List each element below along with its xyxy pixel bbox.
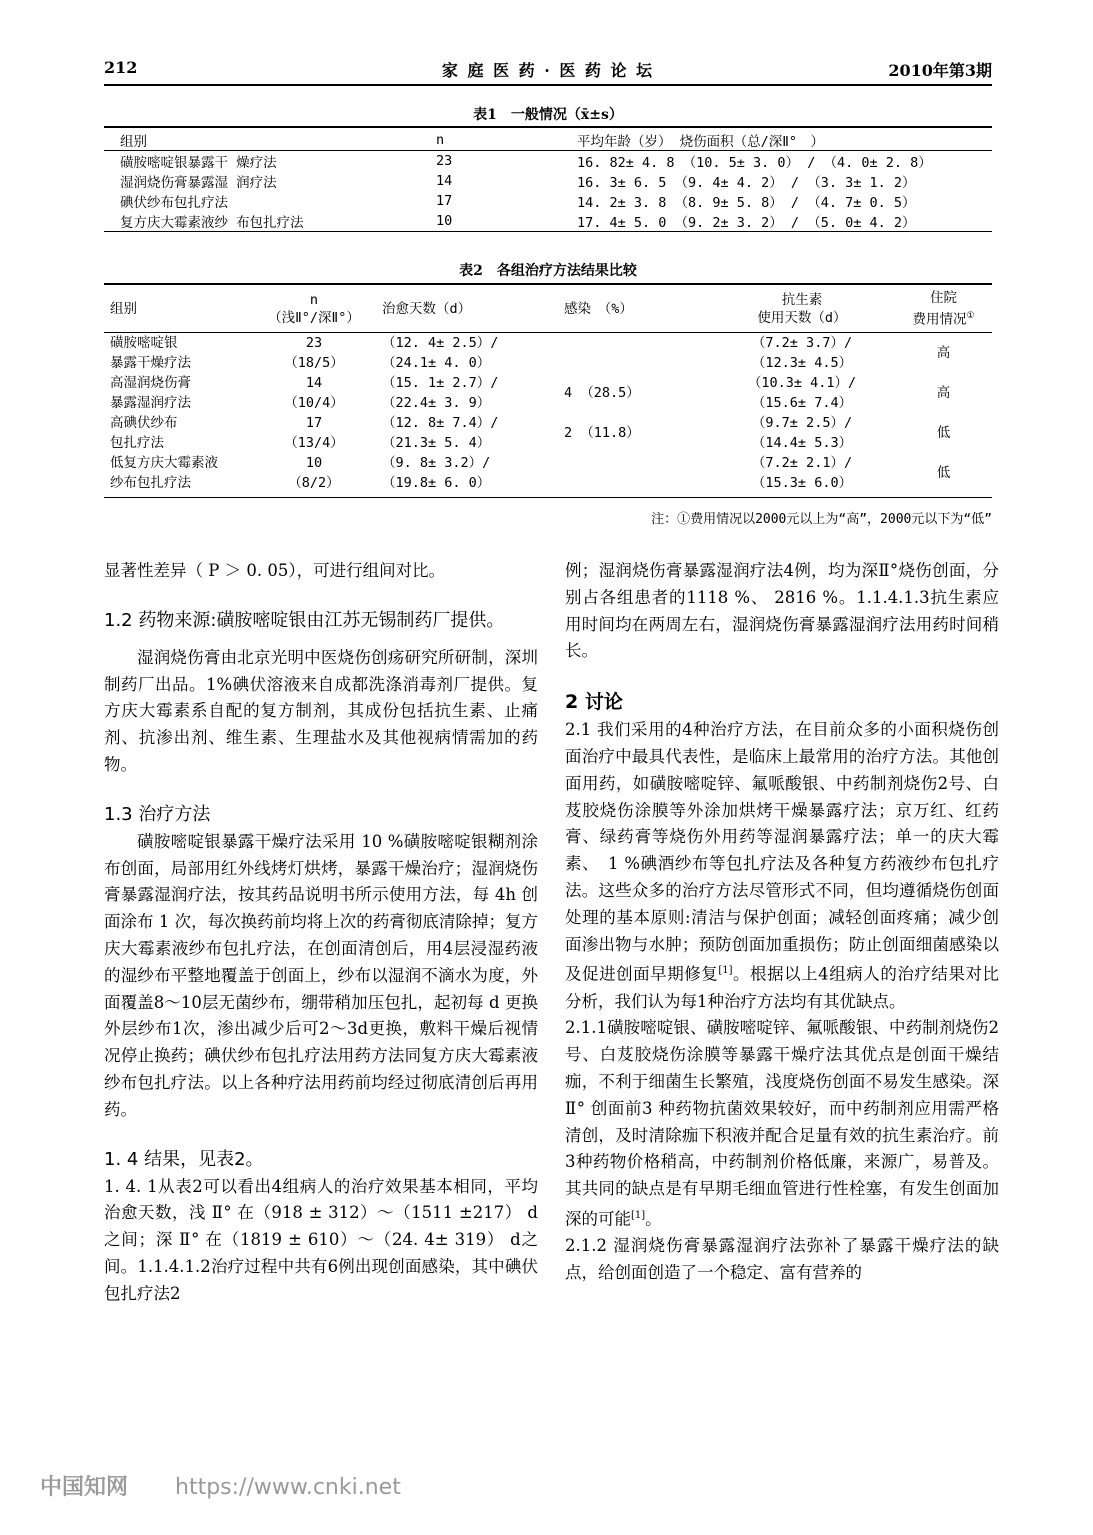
paragraph: 显著性差异（ P ＞ 0. 05），可进行组间对比。 (104, 561, 446, 580)
table2-cell: 磺胺嘧啶银 (110, 335, 178, 351)
table1-caption: 表1 一般情况（x̄±s） (473, 107, 623, 123)
table-row (104, 171, 992, 191)
table1-header-age-area: 平均年龄（岁） 烧伤面积（总/深Ⅱ° ） (577, 130, 992, 151)
table2-cell: （15. 1± 2.7）/ (382, 375, 499, 391)
table1-cell: 10 (436, 213, 453, 229)
paragraph: 2.1.2 湿润烧伤膏暴露湿润疗法弥补了暴露干燥疗法的缺点，给创面创造了一个稳定、富有营养的 (565, 1236, 999, 1283)
table2-cell: （13/4） (284, 435, 344, 451)
table1-top-rule (104, 126, 992, 128)
table1-cell: 17. 4± 5. 0 （9. 2± 3. 2） / （5. 0± 4. 2） (577, 215, 916, 231)
citation-ref: [1] (631, 1210, 646, 1222)
table-row (104, 433, 992, 453)
section-heading-1-3: 1.3 治疗方法 (104, 803, 211, 825)
table2-cell: （7.2± 3.7）/ (751, 335, 853, 351)
paragraph: 湿润烧伤膏由北京光明中医烧伤创疡研究所研制，深圳制药厂出品。1%碘伏溶液来自成都洗涤消毒剂厂提供。复方庆大霉素系自配的复方制剂，其成份包括抗生素、止痛剂、抗渗出剂、维生素、生理盐水及其他视病情需加的药物。 (104, 647, 538, 774)
paragraph-text: 。根据以上4组病人的治疗结果对比分析，我们认为每1种治疗方法均有其优缺点。 (565, 964, 1000, 1011)
table2-cell: （18/5） (284, 355, 344, 371)
table1-header-n: n (436, 130, 577, 151)
table1-cell: 23 (436, 153, 453, 169)
cnki-logo: 中国知网 (40, 1475, 129, 1500)
table2-cell: 高 (936, 345, 951, 361)
issue-label: 2010年第3期 (888, 61, 992, 80)
table2-cell: 高碘伏纱布 (110, 415, 178, 431)
table-row (104, 211, 992, 231)
paragraph: 磺胺嘧啶银暴露干燥疗法采用 10 %磺胺嘧啶银糊剂涂布创面，局部用红外线烤灯烘烤，暴露干燥治疗；湿润烧伤膏暴露湿润疗法，按其药品说明书所示使用方法，每 4h 创面涂布 1 次，每次换药前均将上次的药膏彻底清除掉；复方庆大霉素液纱布包扎疗法，在创面清创后，用4层浸湿药液的湿纱布平整地覆盖于创面上，纱布以湿润不滴水为度，外面覆盖8～10层无菌纱布，绷带稍加压包扎，起初每 d 更换外层纱布1次，渗出减少后可2～3d更换，敷料干燥后视情况停止换药；碘伏纱布包扎疗法用药方法同复方庆大霉素液纱布包扎疗法。以上各种疗法用药前均经过彻底清创后再用药。 (104, 831, 538, 1119)
section-heading-1-4: 1. 4 结果，见表2。 (104, 1148, 264, 1170)
table2-header-abx-line1: 抗生素 (781, 292, 823, 308)
table1-cell: 湿润烧伤膏暴露湿 润疗法 (120, 175, 277, 191)
table2-cell: （12.3± 4.5） (751, 355, 853, 371)
right-column (565, 558, 999, 1287)
table2-header-group: 组别 (104, 286, 254, 333)
paragraph: 例；湿润烧伤膏暴露湿润疗法4例，均为深Ⅱ°烧伤创面，分别占各组患者的1118 %、 2816 %。1.1.4.1.3抗生素应用时间均在两周左右，湿润烧伤膏暴露湿润疗法用药时间稍长。 (565, 561, 999, 661)
table2-cell: 4 （28.5） (564, 385, 640, 401)
table2-cell: （15.6± 7.4） (751, 395, 853, 411)
paragraph (565, 717, 999, 1015)
journal-title: 家 庭 医 药 · 医 药 论 坛 (441, 61, 655, 80)
table1-cell: 17 (436, 193, 453, 209)
table1-cell: 16. 82± 4. 8 （10. 5± 3. 0） / （4. 0± 2. 8） (577, 155, 932, 171)
table2-cell: 纱布包扎疗法 (110, 475, 191, 491)
table2-cell: 23 (305, 335, 323, 351)
table2-body (104, 333, 992, 494)
table2-cell: （12. 4± 2.5）/ (382, 335, 499, 351)
page-number: 212 (104, 58, 138, 77)
table2-cell: 高 (936, 385, 951, 401)
table2-cell: 高湿润烧伤膏 (110, 375, 191, 391)
table2-cell: （7.2± 2.1）/ (751, 455, 853, 471)
table2-cell (552, 453, 709, 493)
table2-cell: 低 (936, 465, 951, 481)
table2-top-rule (104, 283, 992, 285)
table2-cell: （22.4± 3. 9） (382, 395, 491, 411)
table2-cell: （19.8± 6. 0） (382, 475, 491, 491)
table-row (104, 373, 992, 393)
table2 (104, 286, 992, 493)
table2-header-abx (709, 286, 895, 333)
table-row (104, 393, 992, 413)
table-row (104, 151, 992, 172)
table2-cell: 10 (305, 455, 323, 471)
table2-cell: （10.3± 4.1）/ (747, 375, 857, 391)
table2-caption: 表2 各组治疗方法结果比较 (459, 263, 637, 279)
table1-header-group: 组别 (104, 130, 436, 151)
table1-cell: 14 (436, 173, 453, 189)
table1-cell: 碘伏纱布包扎疗法 (120, 195, 228, 211)
table2-header-heal: 治愈天数（d） (374, 286, 552, 333)
table1-bottom-rule (104, 231, 992, 232)
header-rule (104, 84, 992, 86)
table2-cell: 2 （11.8） (564, 425, 640, 441)
paragraph: 1. 4. 1从表2可以看出4组病人的治疗效果基本相同，平均治愈天数，浅 Ⅱ° 在（918 ± 312）～（1511 ±217） d之间；深 Ⅱ° 在（1819 ± 610）～（24. 4± 319） d之间。1.1.4.1.2治疗过程中共有6例出现创面感染，其中碘伏包扎疗法2 (104, 1176, 538, 1303)
table2-header-n-line2: （浅Ⅱ°/深Ⅱ°） (268, 310, 360, 326)
table2-header-cost-line2: 费用情况 (912, 311, 967, 328)
table2-cell: 包扎疗法 (110, 435, 164, 451)
table2-cell: （24.1± 4. 0） (382, 355, 491, 371)
table-row (104, 191, 992, 211)
table-row (104, 353, 992, 373)
table2-header-abx-line2: 使用天数（d） (757, 310, 847, 326)
table2-header-row (104, 286, 992, 333)
table1 (104, 130, 992, 231)
table2-cell: （8/2） (288, 475, 340, 491)
table1-cell: 磺胺嘧啶银暴露干 燥疗法 (120, 155, 277, 171)
watermark (40, 1470, 401, 1501)
paragraph-text: 。 (645, 1209, 662, 1229)
citation-ref: [1] (718, 965, 733, 977)
left-column (104, 558, 538, 1308)
table2-cell: 暴露干燥疗法 (110, 355, 191, 371)
table1-cell: 14. 2± 3. 8 （8. 9± 5. 8） / （4. 7± 0. 5） (577, 195, 916, 211)
table-row (104, 413, 992, 433)
section-heading-1-2: 1.2 药物来源:磺胺嘧啶银由江苏无锡制药厂提供。 (104, 609, 505, 631)
table2-cell: 暴露湿润疗法 (110, 395, 191, 411)
table2-cell: （14.4± 5.3） (751, 435, 853, 451)
paragraph (565, 1015, 999, 1233)
table2-cell: 17 (305, 415, 323, 431)
table2-cell: 14 (305, 375, 323, 391)
table2-header-n (254, 286, 374, 333)
paragraph-text: 2.1 我们采用的4种治疗方法，在目前众多的小面积烧伤创面治疗中最具代表性，是临床上最常用的治疗方法。其他创面用药，如磺胺嘧啶锌、氟哌酸银、中药制剂烧伤2号、白芨胶烧伤涂膜等外涂加烘烤干燥暴露疗法；京万红、红药膏、绿药膏等烧伤外用药等湿润暴露疗法；单一的庆大霉素、 1 %碘酒纱布等包扎疗法及各种复方药液纱布包扎疗法。这些众多的治疗方法尽管形式不同，但均遵循烧伤创面处理的基本原则:清洁与保护创面；减轻创面疼痛；减少创面渗出物与水肿；预防创面加重损伤；防止创面细菌感染以及促进创面早期修复 (565, 720, 999, 984)
table2-cell (552, 333, 709, 374)
table2-header-n-line1: n (309, 292, 319, 308)
table1-cell: 16. 3± 6. 5 （9. 4± 4. 2） / （3. 3± 1. 2） (577, 175, 916, 191)
table1-cell: 复方庆大霉素液纱 布包扎疗法 (120, 215, 304, 231)
running-header (104, 54, 992, 84)
section-heading-2: 2 讨论 (565, 691, 623, 714)
table1-header-row (104, 130, 992, 151)
paragraph-text: 2.1.1磺胺嘧啶银、磺胺嘧啶锌、氟哌酸银、中药制剂烧伤2号、白芨胶烧伤涂膜等暴露干燥疗法其优点是创面干燥结痂，不利于细菌生长繁殖，浅度烧伤创面不易发生感染。深 Ⅱ° 创面前3 种药物抗菌效果较好，而中药制剂应用需严格清创，及时清除痂下积液并配合足量有效的抗生素治疗。前3种药物价格稍高，中药制剂价格低廉，来源广，易普及。其共同的缺点是有早期毛细血管进行性栓塞，有发生创面加深的可能 (565, 1018, 999, 1229)
watermark-url: https://www.cnki.net (175, 1475, 401, 1500)
table2-header-infect: 感染 （%） (552, 286, 709, 333)
table2-cell: （9.7± 2.5）/ (751, 415, 853, 431)
table2-note: 注：①费用情况以2000元以上为“高”，2000元以下为“低” (651, 512, 992, 527)
table2-cell: （15.3± 6.0） (751, 475, 853, 491)
table2-cell: （12. 8± 7.4）/ (382, 415, 499, 431)
table-row (104, 453, 992, 473)
table-row (104, 473, 992, 493)
table-row (104, 333, 992, 354)
table2-cell: 低复方庆大霉素液 (110, 455, 218, 471)
table2-cell: （21.3± 5. 4） (382, 435, 491, 451)
table2-cell: 低 (936, 425, 951, 441)
table2-footnote-mark: ① (966, 311, 975, 322)
table2-bottom-rule (104, 497, 992, 498)
table2-header-cost-line1: 住院 (930, 290, 957, 307)
table2-cell: （10/4） (284, 395, 344, 411)
table2-cell: （9. 8± 3.2）/ (382, 455, 491, 471)
table2-header-cost (895, 286, 992, 333)
